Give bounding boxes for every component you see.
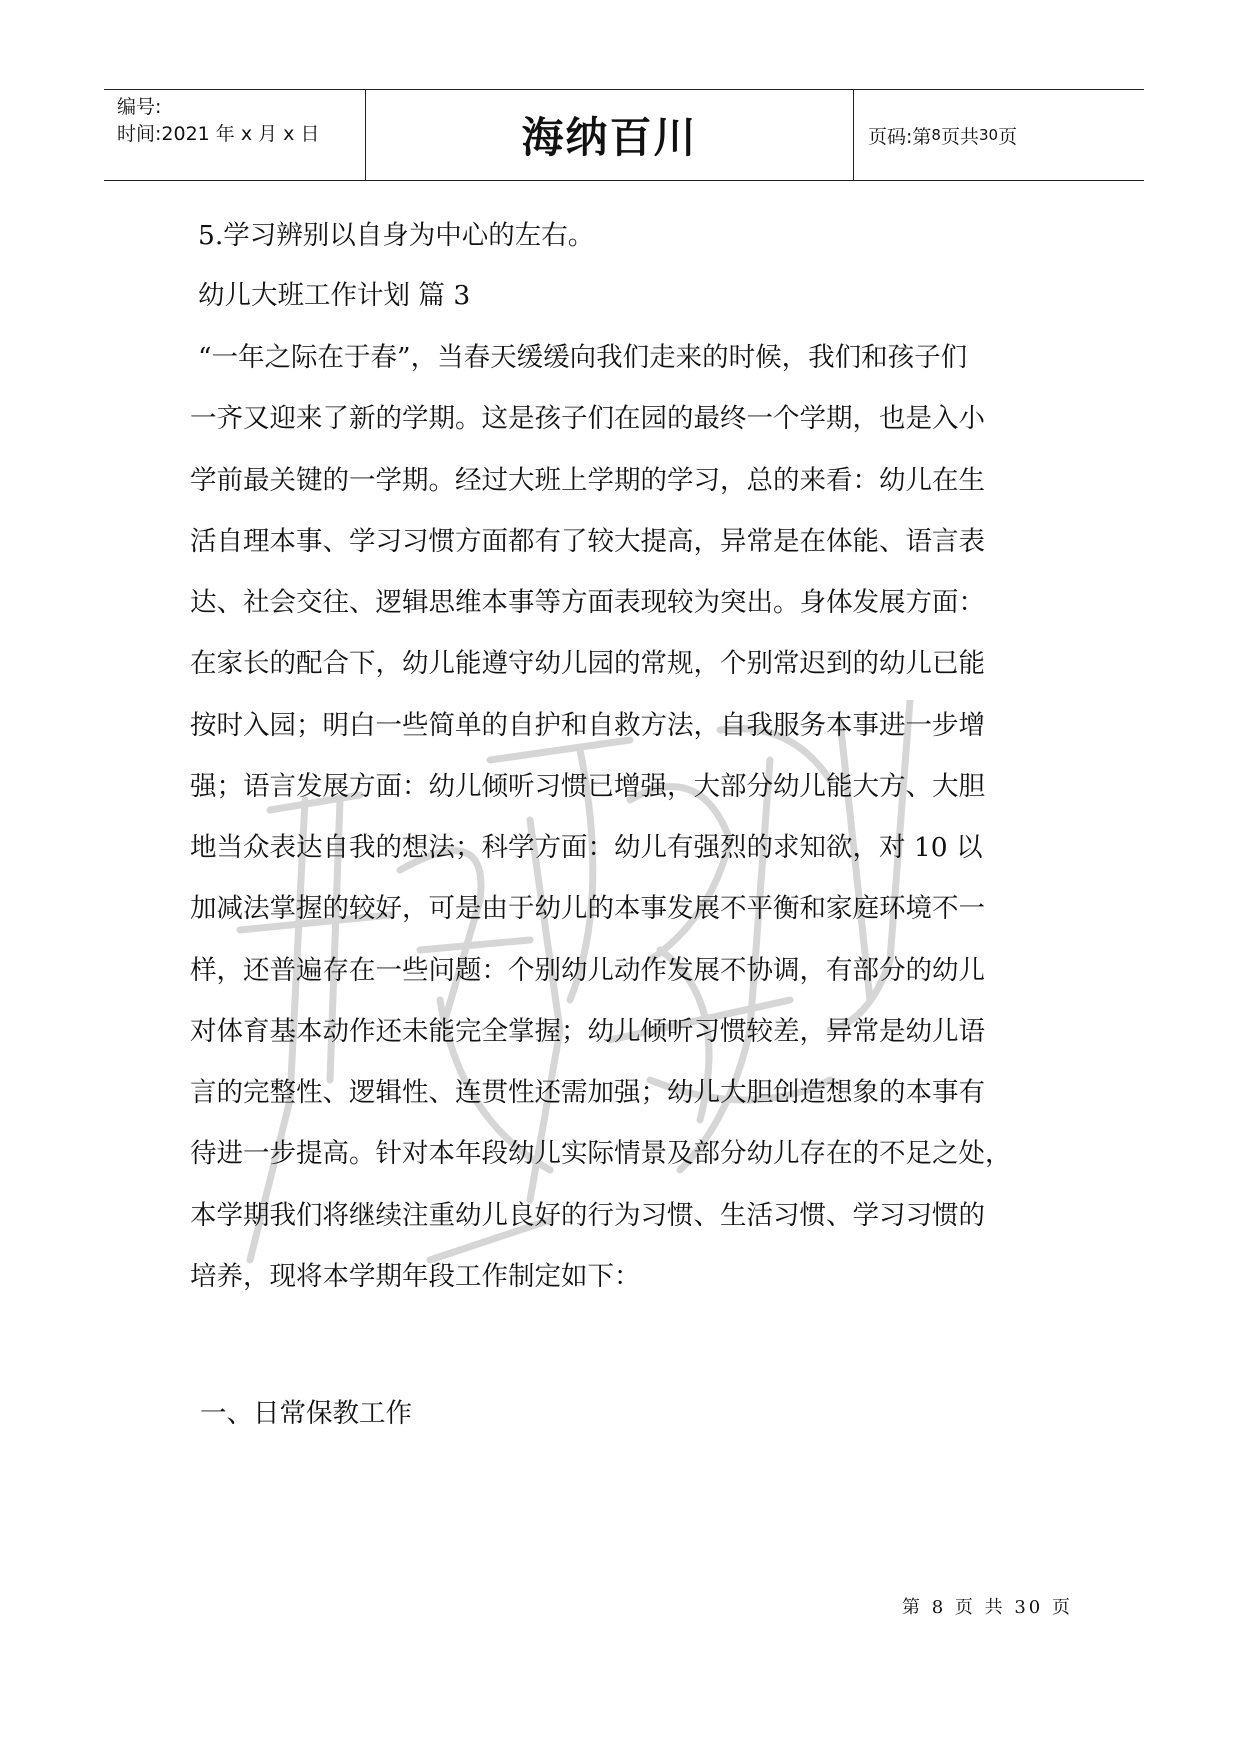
body-line: 学前最关键的一学期。经过大班上学期的学习，总的来看：幼儿在生: [190, 465, 985, 496]
body-line: 活自理本事、学习习惯方面都有了较大提高，异常是在体能、语言表: [190, 526, 985, 557]
section-heading: 幼儿大班工作计划 篇 3: [198, 280, 471, 311]
page-footer: 第 8 页 共 30 页: [902, 1597, 1073, 1618]
body-line: 加减法掌握的较好，可是由于幼儿的本事发展不平衡和家庭环境不一: [190, 893, 985, 924]
body-line: 对体育基本动作还未能完全掌握；幼儿倾听习惯较差，异常是幼儿语: [190, 1016, 985, 1047]
body-line: 一齐又迎来了新的学期。这是孩子们在园的最终一个学期，也是入小: [190, 403, 985, 434]
page-mid: 页共: [940, 125, 979, 148]
time-value: 2021 年 x 月 x 日: [161, 123, 320, 145]
body-line: 样，还普遍存在一些问题：个别幼儿动作发展不协调，有部分的幼儿: [190, 955, 985, 986]
section-heading: 一、日常保教工作: [200, 1398, 412, 1429]
page-current: 8: [931, 126, 941, 144]
body-line: 按时入园；明白一些简单的自护和自救方法，自我服务本事进一步增: [190, 710, 985, 741]
body-line: 强；语言发展方面：幼儿倾听习惯已增强，大部分幼儿能大方、大胆: [190, 771, 985, 802]
body-line: “一年之际在于春”，当春天缓缓向我们走来的时候，我们和孩子们: [198, 342, 968, 373]
header-table: [104, 89, 1144, 181]
body-line: 达、社会交往、逻辑思维本事等方面表现较为突出。身体发展方面：: [190, 587, 985, 618]
body-line: 培养，现将本学期年段工作制定如下：: [190, 1261, 641, 1292]
time-label: 时间:: [117, 123, 162, 145]
page-prefix: 页码:第: [868, 125, 932, 148]
body-line: 本学期我们将继续注重幼儿良好的行为习惯、生活习惯、学习习惯的: [190, 1200, 985, 1231]
document-time: [117, 121, 365, 148]
header-page-info: [854, 90, 1144, 180]
body-line: 待进一步提高。针对本年段幼儿实际情景及部分幼儿存在的不足之处，: [190, 1138, 1012, 1169]
document-number-label: 编号:: [117, 96, 162, 118]
header-meta: [104, 90, 366, 180]
page-suffix: 页: [998, 125, 1018, 148]
body-line: 言的完整性、逻辑性、连贯性还需加强；幼儿大胆创造想象的本事有: [190, 1077, 985, 1108]
page-total: 30: [978, 126, 999, 144]
body-line: 地当众表达自我的想法；科学方面：幼儿有强烈的求知欲，对 10 以: [190, 832, 983, 863]
header-title: 海纳百川: [366, 90, 854, 180]
body-line: 在家长的配合下，幼儿能遵守幼儿园的常规，个别常迟到的幼儿已能: [190, 648, 985, 679]
body-line: 5.学习辨别以自身为中心的左右。: [198, 220, 595, 251]
